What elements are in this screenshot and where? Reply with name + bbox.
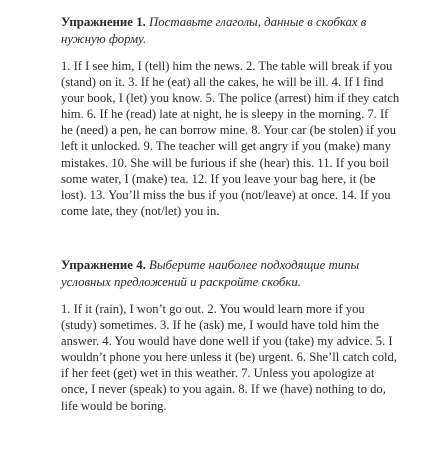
exercise-1 (61, 14, 401, 219)
exercise-4 (61, 257, 401, 414)
exercise-1-number: Упражнение 1. (61, 15, 146, 29)
exercise-4-instruction: Выберите наиболее подходящие типы условных предложений и раскройте скобки. (61, 257, 360, 289)
document-page (61, 14, 401, 414)
exercise-4-text: 1. If it (rain), I won’t go out. 2. You would learn more if you (study) sometimes. 3. If he (ask) me, I would have told him the answer. 4. You would have done well if you (take) my advice. 5. I wouldn’t phone you here unless it (be) urgent. 6. She’ll catch cold, if her feet (get) wet in this weather. 7. Unless you apologize at once, I never (speak) to you again. 8. If we (have) nothing to do, life would be boring. (61, 301, 397, 413)
exercise-1-heading (61, 14, 401, 48)
exercise-1-instruction: Поставьте глаголы, данные в скобках в нужную форму. (61, 15, 367, 46)
exercise-4-number: Упражнение 4. (61, 257, 146, 272)
exercise-1-text: 1. If I see him, I (tell) him the news. 2. The table will break if you (stand) on it. 3. If he (eat) all the cakes, he will be ill. 4. If I find your book, I (let) you know. 5. The police (arrest) him if they catch him. 6. If he (read) late at night, he is sleepy in the morning. 7. If he (need) a pen, he can borrow mine. 8. Your car (be stolen) if you left it unlocked. 9. The teacher will get angry if you (make) many mistakes. 10. She will be furious if she (hear) this. 11. If you boil some water, I (make) tea. 12. If you leave your bag here, it (be lost). 13. You’ll miss the bus if you (not/leave) at once. 14. If you come late, they (not/let) you in. (61, 59, 400, 218)
exercise-4-heading (61, 257, 401, 291)
